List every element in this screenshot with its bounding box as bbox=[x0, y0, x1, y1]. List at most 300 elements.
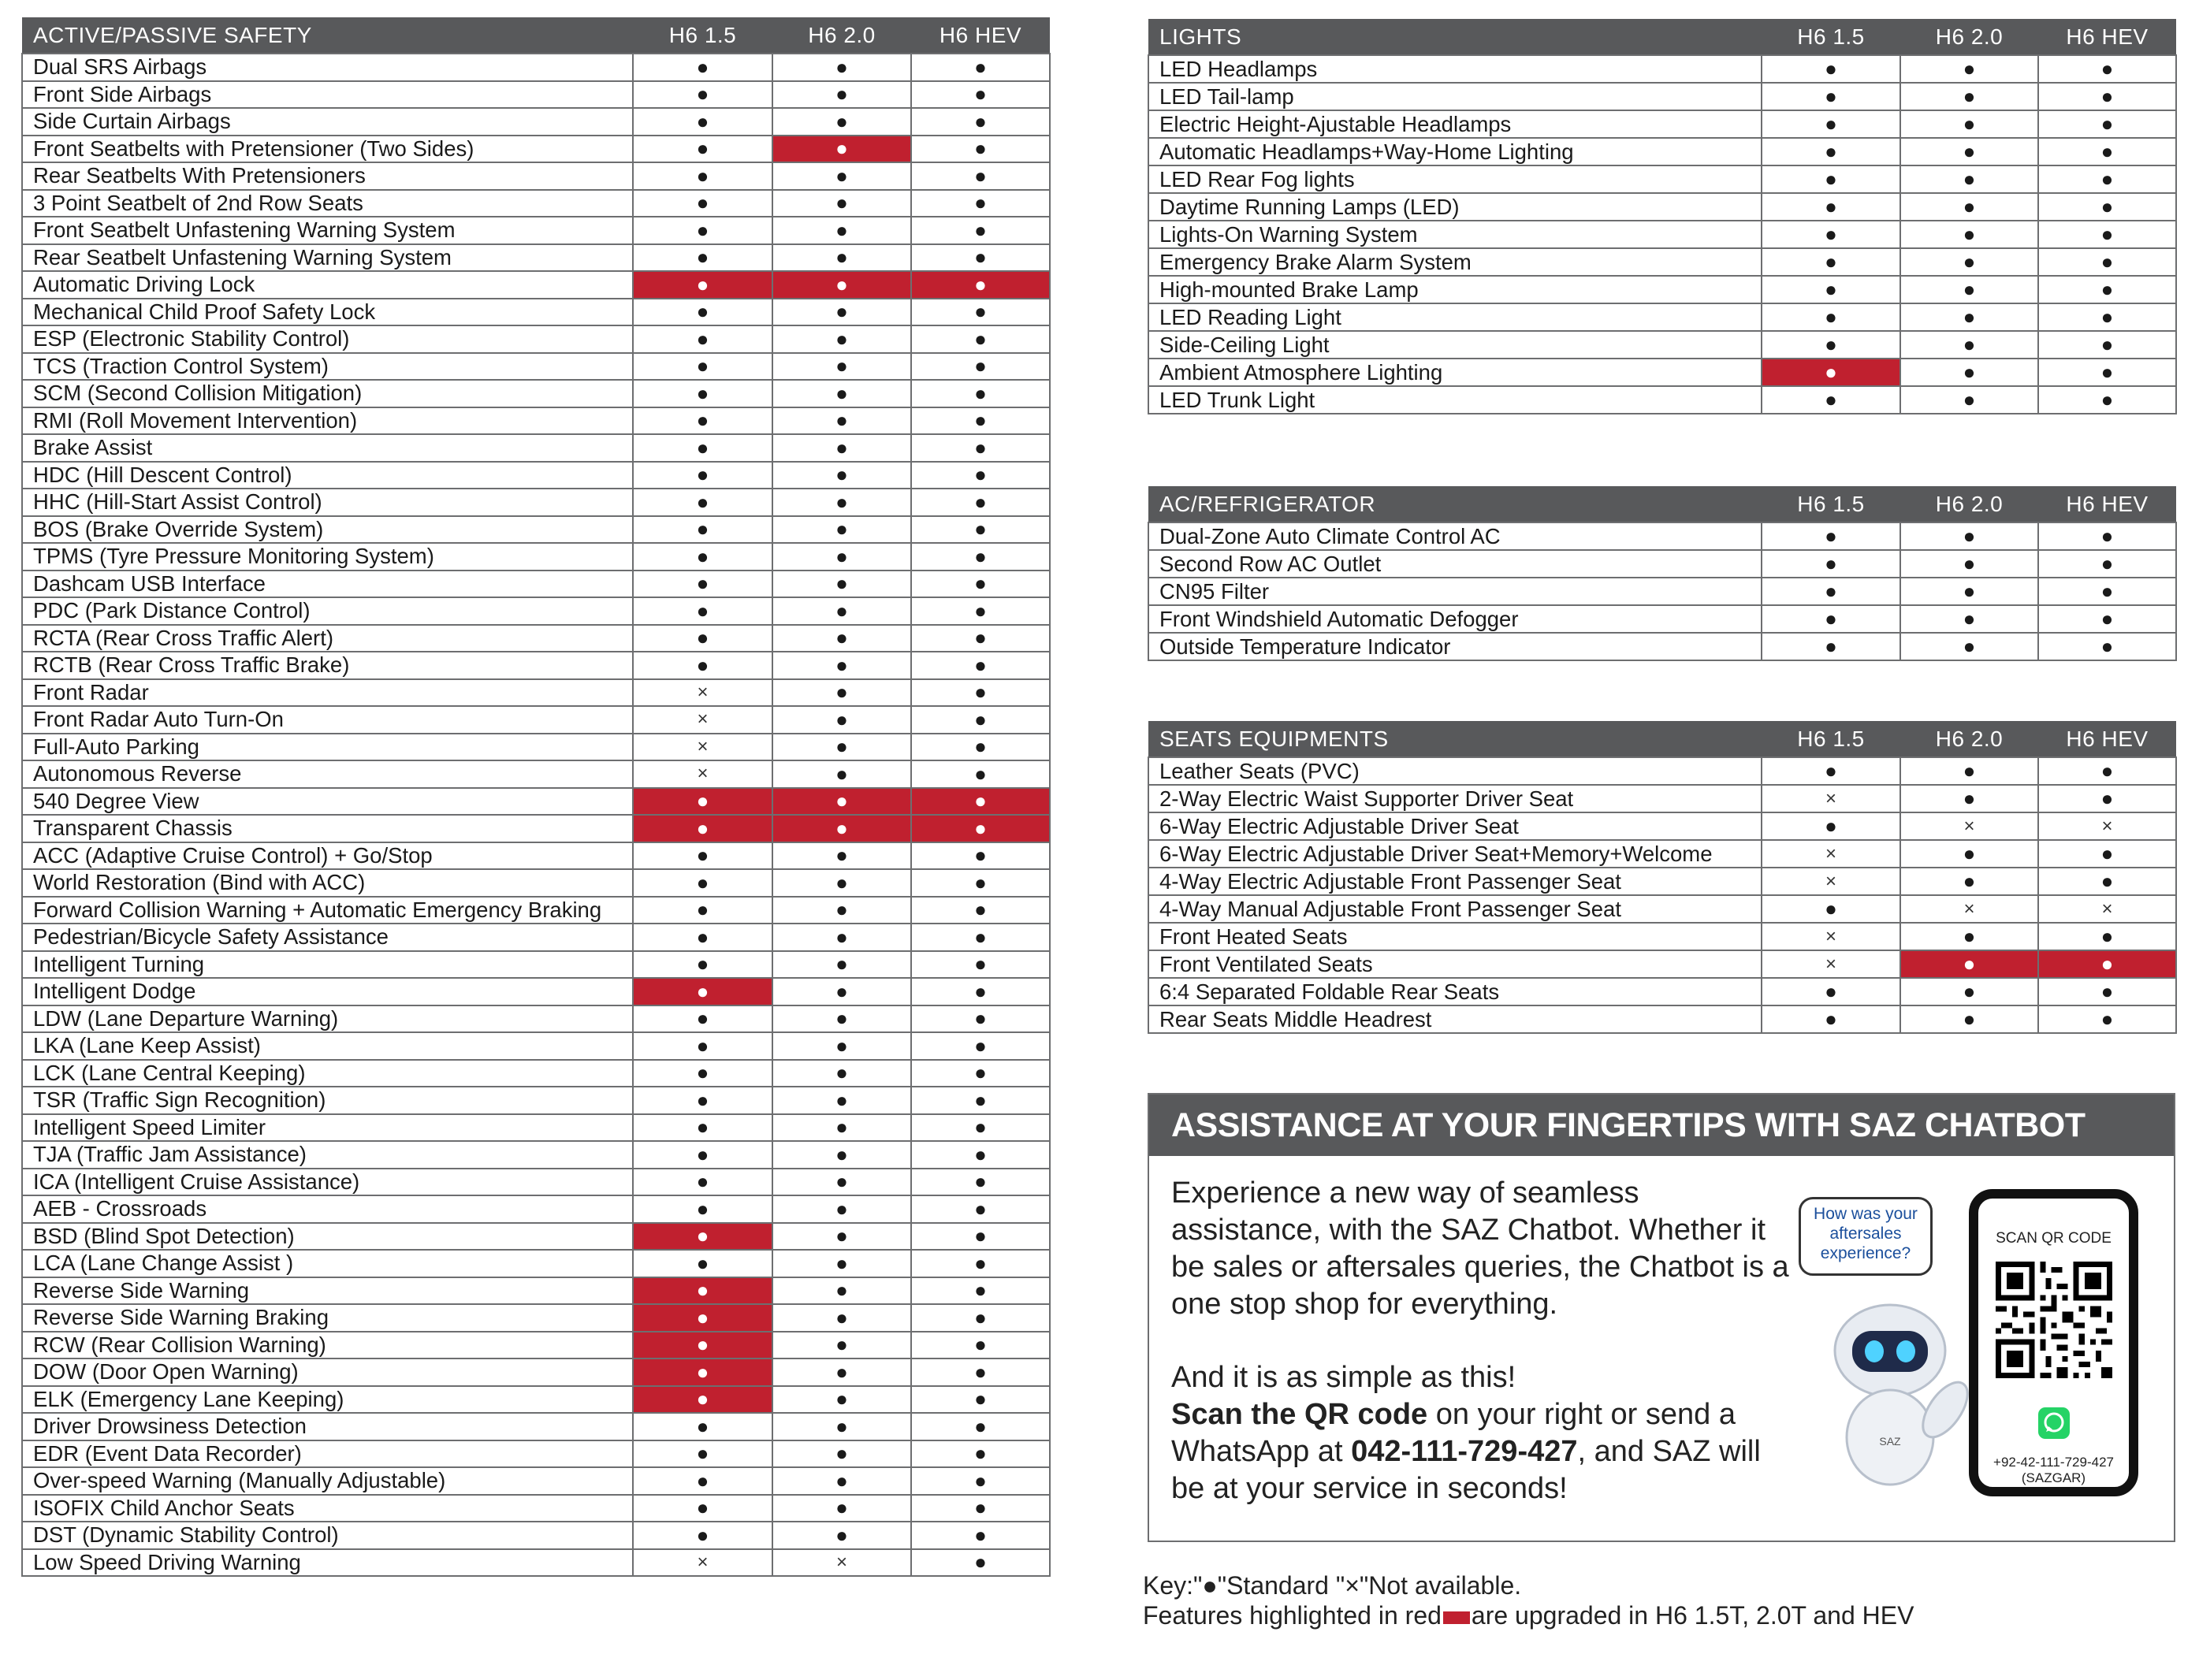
availability-cell: ● bbox=[911, 978, 1050, 1005]
feature-name: 6-Way Electric Adjustable Driver Seat+Memory+Welcome bbox=[1148, 840, 1762, 868]
feature-name: 540 Degree View bbox=[22, 788, 633, 816]
availability-cell: ● bbox=[633, 1141, 772, 1169]
availability-cell: ● bbox=[633, 1195, 772, 1223]
feature-name: Front Seatbelt Unfastening Warning System bbox=[22, 217, 633, 244]
availability-cell: ● bbox=[633, 81, 772, 109]
whatsapp-icon[interactable] bbox=[2038, 1407, 2070, 1439]
availability-cell: ● bbox=[911, 1005, 1050, 1033]
availability-cell: ● bbox=[911, 1495, 1050, 1522]
availability-cell: ● bbox=[772, 897, 911, 924]
availability-cell: ● bbox=[772, 217, 911, 244]
feature-name: Reverse Side Warning Braking bbox=[22, 1304, 633, 1332]
table-row bbox=[22, 734, 1050, 761]
availability-cell: ● bbox=[633, 1304, 772, 1332]
availability-cell: ● bbox=[633, 1358, 772, 1386]
table-row bbox=[22, 1358, 1050, 1386]
table-row bbox=[22, 815, 1050, 842]
availability-cell: ● bbox=[1900, 840, 2038, 868]
table-row bbox=[22, 1087, 1050, 1114]
table-row bbox=[22, 217, 1050, 244]
column-header: H6 HEV bbox=[2038, 486, 2176, 522]
table-row bbox=[22, 516, 1050, 544]
availability-cell: ● bbox=[772, 951, 911, 979]
availability-cell: ● bbox=[772, 516, 911, 544]
availability-cell: ● bbox=[772, 108, 911, 136]
table-row bbox=[1148, 359, 2176, 386]
column-header: H6 2.0 bbox=[1900, 721, 2038, 757]
availability-cell: ● bbox=[772, 1250, 911, 1277]
column-header: H6 2.0 bbox=[1900, 486, 2038, 522]
table-row bbox=[22, 1440, 1050, 1468]
availability-cell: × bbox=[633, 706, 772, 734]
availability-cell: ● bbox=[772, 1277, 911, 1305]
availability-cell: ● bbox=[772, 706, 911, 734]
availability-cell: ● bbox=[2038, 550, 2176, 578]
availability-cell: ● bbox=[1900, 386, 2038, 414]
lights-table bbox=[1148, 19, 2177, 414]
company-name: (SAZGAR) bbox=[2021, 1470, 2086, 1485]
feature-name: Front Windshield Automatic Defogger bbox=[1148, 605, 1762, 633]
feature-name: CN95 Filter bbox=[1148, 578, 1762, 605]
availability-cell: ● bbox=[2038, 522, 2176, 550]
feature-name: Pedestrian/Bicycle Safety Assistance bbox=[22, 924, 633, 951]
feature-name: LED Rear Fog lights bbox=[1148, 165, 1762, 193]
availability-cell: ● bbox=[633, 136, 772, 163]
robot-mascot-icon bbox=[1803, 1292, 1977, 1496]
availability-cell: ● bbox=[772, 1358, 911, 1386]
feature-name: Front Radar Auto Turn-On bbox=[22, 706, 633, 734]
availability-cell: × bbox=[1900, 812, 2038, 840]
section-title: LIGHTS bbox=[1148, 19, 1762, 55]
availability-cell: ● bbox=[911, 1032, 1050, 1060]
availability-cell: ● bbox=[1900, 83, 2038, 110]
table-row bbox=[1148, 55, 2176, 83]
availability-cell: ● bbox=[911, 108, 1050, 136]
table-row bbox=[22, 1304, 1050, 1332]
availability-cell: ● bbox=[633, 869, 772, 897]
table-row bbox=[1148, 193, 2176, 221]
feature-name: 6:4 Separated Foldable Rear Seats bbox=[1148, 978, 1762, 1005]
availability-cell: ● bbox=[2038, 110, 2176, 138]
availability-cell: ● bbox=[911, 1549, 1050, 1577]
feature-name: TPMS (Tyre Pressure Monitoring System) bbox=[22, 543, 633, 571]
availability-cell: ● bbox=[2038, 1005, 2176, 1033]
feature-name: Driver Drowsiness Detection bbox=[22, 1413, 633, 1440]
simple-line: And it is as simple as this! bbox=[1171, 1361, 1516, 1394]
feature-name: Outside Temperature Indicator bbox=[1148, 633, 1762, 660]
availability-cell: ● bbox=[633, 434, 772, 462]
feature-name: Over-speed Warning (Manually Adjustable) bbox=[22, 1467, 633, 1495]
availability-cell: ● bbox=[633, 1413, 772, 1440]
availability-cell: ● bbox=[633, 1250, 772, 1277]
feature-name: LED Headlamps bbox=[1148, 55, 1762, 83]
table-row bbox=[1148, 83, 2176, 110]
availability-cell: ● bbox=[2038, 138, 2176, 165]
availability-cell: ● bbox=[2038, 221, 2176, 248]
availability-cell: ● bbox=[2038, 359, 2176, 386]
qr-code-icon[interactable] bbox=[1996, 1262, 2112, 1378]
availability-cell: ● bbox=[633, 597, 772, 625]
availability-cell: ● bbox=[633, 108, 772, 136]
availability-cell: ● bbox=[633, 462, 772, 489]
table-row bbox=[1148, 923, 2176, 950]
availability-cell: × bbox=[1762, 923, 1900, 950]
availability-cell: ● bbox=[772, 597, 911, 625]
availability-cell: ● bbox=[1762, 386, 1900, 414]
table-row bbox=[22, 842, 1050, 870]
availability-cell: ● bbox=[633, 1440, 772, 1468]
feature-name: Front Side Airbags bbox=[22, 81, 633, 109]
availability-cell: ● bbox=[772, 679, 911, 707]
availability-cell: ● bbox=[1762, 276, 1900, 303]
table-row bbox=[22, 1386, 1050, 1414]
availability-cell: ● bbox=[911, 353, 1050, 381]
availability-cell: ● bbox=[2038, 193, 2176, 221]
availability-cell: ● bbox=[911, 1114, 1050, 1142]
feature-name: Daytime Running Lamps (LED) bbox=[1148, 193, 1762, 221]
column-header: H6 1.5 bbox=[1762, 486, 1900, 522]
availability-cell: ● bbox=[772, 1087, 911, 1114]
feature-name: World Restoration (Bind with ACC) bbox=[22, 869, 633, 897]
availability-cell: ● bbox=[772, 1032, 911, 1060]
availability-cell: ● bbox=[1762, 331, 1900, 359]
availability-cell: ● bbox=[1762, 522, 1900, 550]
availability-cell: ● bbox=[1762, 165, 1900, 193]
availability-cell: ● bbox=[1900, 978, 2038, 1005]
feature-name: ESP (Electronic Stability Control) bbox=[22, 325, 633, 353]
availability-cell: ● bbox=[1900, 359, 2038, 386]
instruction-text: on your right or send a WhatsApp at bbox=[1171, 1398, 1736, 1468]
availability-cell: × bbox=[633, 1549, 772, 1577]
availability-cell: ● bbox=[1762, 978, 1900, 1005]
availability-cell: ● bbox=[633, 1005, 772, 1033]
availability-cell: ● bbox=[633, 1032, 772, 1060]
section-title: ACTIVE/PASSIVE SAFETY bbox=[22, 17, 633, 54]
column-header: H6 1.5 bbox=[1762, 19, 1900, 55]
table-row bbox=[1148, 248, 2176, 276]
availability-cell: × bbox=[2038, 812, 2176, 840]
instruction-end: , and SAZ will be at your service in seconds! bbox=[1171, 1435, 1761, 1505]
chatbot-banner: ASSISTANCE AT YOUR FINGERTIPS WITH SAZ CHATBOT bbox=[1149, 1095, 2174, 1156]
availability-cell: ● bbox=[1900, 550, 2038, 578]
availability-cell: ● bbox=[911, 734, 1050, 761]
column-header: H6 2.0 bbox=[772, 17, 911, 54]
availability-cell: ● bbox=[911, 869, 1050, 897]
availability-cell: ● bbox=[1900, 757, 2038, 785]
availability-cell: ● bbox=[1900, 193, 2038, 221]
feature-name: TJA (Traffic Jam Assistance) bbox=[22, 1141, 633, 1169]
availability-cell: ● bbox=[772, 924, 911, 951]
availability-cell: ● bbox=[2038, 978, 2176, 1005]
feature-name: Front Seatbelts with Pretensioner (Two Sides) bbox=[22, 136, 633, 163]
feature-name: ICA (Intelligent Cruise Assistance) bbox=[22, 1169, 633, 1196]
table-row bbox=[1148, 138, 2176, 165]
feature-name: Lights-On Warning System bbox=[1148, 221, 1762, 248]
table-row bbox=[22, 706, 1050, 734]
availability-cell: ● bbox=[911, 407, 1050, 435]
table-row bbox=[1148, 978, 2176, 1005]
table-row bbox=[22, 407, 1050, 435]
availability-cell: ● bbox=[772, 571, 911, 598]
availability-cell: ● bbox=[772, 1195, 911, 1223]
availability-cell: ● bbox=[1900, 633, 2038, 660]
table-row bbox=[22, 1032, 1050, 1060]
availability-cell: ● bbox=[911, 1440, 1050, 1468]
table-row bbox=[22, 353, 1050, 381]
table-row bbox=[22, 978, 1050, 1005]
table-row bbox=[22, 299, 1050, 326]
feature-name: TCS (Traction Control System) bbox=[22, 353, 633, 381]
table-row bbox=[1148, 605, 2176, 633]
availability-cell: ● bbox=[633, 1087, 772, 1114]
availability-cell: ● bbox=[772, 1386, 911, 1414]
availability-cell: ● bbox=[1900, 248, 2038, 276]
table-row bbox=[1148, 757, 2176, 785]
availability-cell: ● bbox=[911, 489, 1050, 516]
availability-cell: ● bbox=[772, 1332, 911, 1359]
table-row bbox=[22, 1332, 1050, 1359]
availability-cell: ● bbox=[911, 924, 1050, 951]
table-row bbox=[22, 81, 1050, 109]
feature-name: Side-Ceiling Light bbox=[1148, 331, 1762, 359]
availability-cell: ● bbox=[1762, 578, 1900, 605]
table-row bbox=[22, 679, 1050, 707]
scan-qr-label: SCAN QR CODE bbox=[1996, 1230, 2112, 1247]
table-row bbox=[1148, 633, 2176, 660]
availability-cell: ● bbox=[633, 978, 772, 1005]
feature-name: Rear Seatbelt Unfastening Warning System bbox=[22, 244, 633, 272]
availability-cell: ● bbox=[911, 162, 1050, 190]
availability-cell: ● bbox=[633, 897, 772, 924]
availability-cell: ● bbox=[633, 162, 772, 190]
feature-name: Second Row AC Outlet bbox=[1148, 550, 1762, 578]
availability-cell: ● bbox=[633, 489, 772, 516]
availability-cell: ● bbox=[772, 54, 911, 81]
table-row bbox=[22, 1549, 1050, 1577]
availability-cell: ● bbox=[911, 1250, 1050, 1277]
availability-cell: ● bbox=[772, 244, 911, 272]
availability-cell: ● bbox=[2038, 276, 2176, 303]
table-row bbox=[22, 1195, 1050, 1223]
availability-cell: ● bbox=[772, 1495, 911, 1522]
table-row bbox=[1148, 785, 2176, 812]
availability-cell: ● bbox=[911, 81, 1050, 109]
table-row bbox=[22, 869, 1050, 897]
table-row bbox=[22, 760, 1050, 788]
availability-cell: ● bbox=[1900, 1005, 2038, 1033]
availability-cell: ● bbox=[633, 1522, 772, 1549]
feature-name: Dual-Zone Auto Climate Control AC bbox=[1148, 522, 1762, 550]
availability-cell: ● bbox=[911, 217, 1050, 244]
availability-cell: ● bbox=[1762, 757, 1900, 785]
feature-name: SCM (Second Collision Mitigation) bbox=[22, 380, 633, 407]
availability-cell: ● bbox=[2038, 950, 2176, 978]
availability-cell: ● bbox=[1900, 923, 2038, 950]
availability-cell: ● bbox=[772, 625, 911, 652]
availability-cell: ● bbox=[2038, 757, 2176, 785]
availability-cell: ● bbox=[2038, 331, 2176, 359]
availability-cell: ● bbox=[911, 788, 1050, 816]
feature-name: Front Heated Seats bbox=[1148, 923, 1762, 950]
availability-cell: ● bbox=[2038, 165, 2176, 193]
availability-cell: ● bbox=[1900, 55, 2038, 83]
availability-cell: ● bbox=[1900, 605, 2038, 633]
availability-cell: × bbox=[633, 734, 772, 761]
feature-name: Reverse Side Warning bbox=[22, 1277, 633, 1305]
availability-cell: ● bbox=[911, 1169, 1050, 1196]
chatbot-description bbox=[1171, 1175, 1794, 1544]
availability-cell: ● bbox=[772, 462, 911, 489]
feature-name: Forward Collision Warning + Automatic Emergency Braking bbox=[22, 897, 633, 924]
availability-cell: ● bbox=[633, 1169, 772, 1196]
table-row bbox=[22, 136, 1050, 163]
feature-name: Front Radar bbox=[22, 679, 633, 707]
availability-cell: ● bbox=[911, 951, 1050, 979]
feature-name: Electric Height-Ajustable Headlamps bbox=[1148, 110, 1762, 138]
availability-cell: ● bbox=[2038, 248, 2176, 276]
feature-name: 2-Way Electric Waist Supporter Driver Seat bbox=[1148, 785, 1762, 812]
feature-name: AEB - Crossroads bbox=[22, 1195, 633, 1223]
table-row bbox=[1148, 331, 2176, 359]
table-row bbox=[1148, 276, 2176, 303]
table-row bbox=[22, 543, 1050, 571]
availability-cell: ● bbox=[2038, 303, 2176, 331]
feature-name: High-mounted Brake Lamp bbox=[1148, 276, 1762, 303]
availability-cell: ● bbox=[633, 271, 772, 299]
table-row bbox=[1148, 812, 2176, 840]
table-row bbox=[1148, 868, 2176, 895]
table-row bbox=[1148, 303, 2176, 331]
feature-name: Autonomous Reverse bbox=[22, 760, 633, 788]
table-row bbox=[22, 244, 1050, 272]
availability-cell: ● bbox=[2038, 868, 2176, 895]
availability-cell: ● bbox=[633, 543, 772, 571]
availability-cell: ● bbox=[2038, 785, 2176, 812]
column-header: H6 HEV bbox=[2038, 721, 2176, 757]
feature-name: ACC (Adaptive Cruise Control) + Go/Stop bbox=[22, 842, 633, 870]
section-title: AC/REFRIGERATOR bbox=[1148, 486, 1762, 522]
availability-cell: ● bbox=[911, 1195, 1050, 1223]
availability-cell: ● bbox=[633, 299, 772, 326]
column-header: H6 1.5 bbox=[1762, 721, 1900, 757]
availability-cell: ● bbox=[911, 1467, 1050, 1495]
feature-name: BOS (Brake Override System) bbox=[22, 516, 633, 544]
phone-frame bbox=[1969, 1189, 2138, 1496]
availability-cell: ● bbox=[911, 543, 1050, 571]
availability-cell: ● bbox=[772, 299, 911, 326]
feature-name: LDW (Lane Departure Warning) bbox=[22, 1005, 633, 1033]
availability-cell: ● bbox=[911, 842, 1050, 870]
availability-cell: ● bbox=[1762, 895, 1900, 923]
availability-cell: ● bbox=[633, 407, 772, 435]
feature-name: Emergency Brake Alarm System bbox=[1148, 248, 1762, 276]
feature-name: 4-Way Manual Adjustable Front Passenger Seat bbox=[1148, 895, 1762, 923]
availability-cell: ● bbox=[633, 380, 772, 407]
availability-cell: ● bbox=[911, 380, 1050, 407]
scan-qr-text: Scan the QR code bbox=[1171, 1398, 1428, 1431]
availability-cell: ● bbox=[772, 1169, 911, 1196]
feature-name: HDC (Hill Descent Control) bbox=[22, 462, 633, 489]
feature-name: ELK (Emergency Lane Keeping) bbox=[22, 1386, 633, 1414]
availability-cell: ● bbox=[1762, 550, 1900, 578]
table-row bbox=[22, 54, 1050, 81]
feature-name: Full-Auto Parking bbox=[22, 734, 633, 761]
table-row bbox=[1148, 578, 2176, 605]
table-row bbox=[22, 625, 1050, 652]
availability-cell: ● bbox=[772, 652, 911, 679]
table-row bbox=[22, 1141, 1050, 1169]
table-row bbox=[22, 1114, 1050, 1142]
feature-name: Leather Seats (PVC) bbox=[1148, 757, 1762, 785]
column-header: H6 1.5 bbox=[633, 17, 772, 54]
key-line: Key:"●"Standard "×"Not available. bbox=[1143, 1571, 1522, 1600]
availability-cell: ● bbox=[911, 571, 1050, 598]
availability-cell: ● bbox=[772, 842, 911, 870]
availability-cell: ● bbox=[772, 869, 911, 897]
availability-cell: ● bbox=[633, 54, 772, 81]
feature-name: Front Ventilated Seats bbox=[1148, 950, 1762, 978]
feature-name: LKA (Lane Keep Assist) bbox=[22, 1032, 633, 1060]
table-header-row bbox=[1148, 19, 2176, 55]
availability-cell: ● bbox=[772, 1413, 911, 1440]
table-header-row bbox=[1148, 486, 2176, 522]
feature-name: LCK (Lane Central Keeping) bbox=[22, 1060, 633, 1087]
availability-cell: ● bbox=[633, 1277, 772, 1305]
availability-cell: ● bbox=[1762, 248, 1900, 276]
key-note bbox=[1143, 1600, 1914, 1630]
availability-cell: ● bbox=[772, 162, 911, 190]
column-header: H6 2.0 bbox=[1900, 19, 2038, 55]
availability-cell: ● bbox=[911, 1141, 1050, 1169]
table-row bbox=[22, 1495, 1050, 1522]
availability-cell: × bbox=[2038, 895, 2176, 923]
availability-cell: ● bbox=[772, 434, 911, 462]
feature-name: Dual SRS Airbags bbox=[22, 54, 633, 81]
availability-cell: ● bbox=[911, 1223, 1050, 1251]
availability-cell: ● bbox=[911, 1358, 1050, 1386]
availability-cell: ● bbox=[633, 325, 772, 353]
feature-name: EDR (Event Data Recorder) bbox=[22, 1440, 633, 1468]
availability-cell: ● bbox=[1762, 605, 1900, 633]
table-row bbox=[22, 489, 1050, 516]
table-row bbox=[22, 1522, 1050, 1549]
table-row bbox=[1148, 386, 2176, 414]
table-row bbox=[22, 788, 1050, 816]
table-row bbox=[1148, 221, 2176, 248]
availability-cell: ● bbox=[772, 489, 911, 516]
availability-cell: ● bbox=[772, 734, 911, 761]
availability-cell: ● bbox=[1900, 785, 2038, 812]
availability-cell: ● bbox=[633, 1114, 772, 1142]
availability-cell: ● bbox=[911, 897, 1050, 924]
availability-cell: ● bbox=[772, 1141, 911, 1169]
availability-cell: ● bbox=[1900, 221, 2038, 248]
feature-name: Rear Seatbelts With Pretensioners bbox=[22, 162, 633, 190]
availability-cell: ● bbox=[772, 1005, 911, 1033]
availability-cell: × bbox=[1900, 895, 2038, 923]
feature-name: LED Trunk Light bbox=[1148, 386, 1762, 414]
phone-number: +92-42-111-729-427 bbox=[1993, 1455, 2114, 1470]
availability-cell: ● bbox=[633, 1467, 772, 1495]
availability-cell: ● bbox=[772, 325, 911, 353]
availability-cell: ● bbox=[633, 1495, 772, 1522]
availability-cell: ● bbox=[911, 597, 1050, 625]
availability-cell: ● bbox=[1900, 165, 2038, 193]
availability-cell: ● bbox=[911, 760, 1050, 788]
whatsapp-number: 042-111-729-427 bbox=[1351, 1435, 1578, 1468]
red-swatch-icon bbox=[1443, 1611, 1470, 1624]
table-row bbox=[22, 380, 1050, 407]
